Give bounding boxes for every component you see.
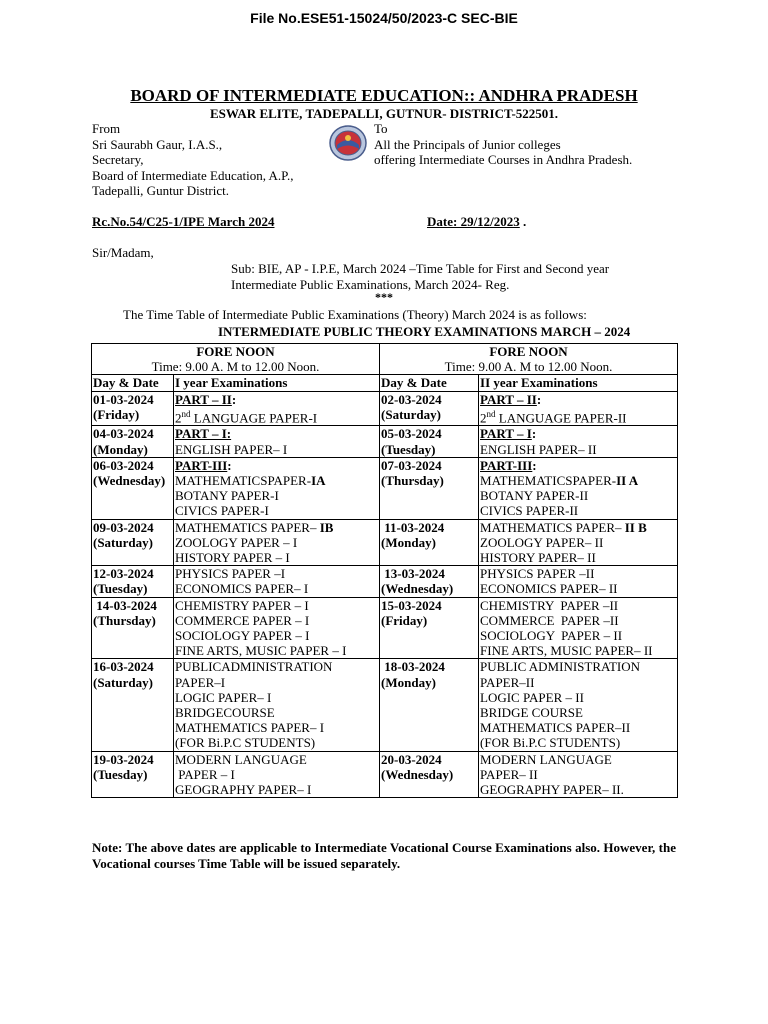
from-block bbox=[92, 121, 293, 199]
to-block bbox=[374, 121, 632, 168]
to-line: offering Intermediate Courses in Andhra Pradesh. bbox=[374, 152, 633, 167]
board-title: BOARD OF INTERMEDIATE EDUCATION:: ANDHRA PRADESH bbox=[130, 86, 638, 105]
board-address: ESWAR ELITE, TADEPALLI, GUTNUR- DISTRICT-522501. bbox=[209, 106, 559, 121]
exam-cell: MATHEMATICS PAPER– II B ZOOLOGY PAPER– II HISTORY PAPER– II bbox=[479, 519, 678, 566]
table-title: INTERMEDIATE PUBLIC THEORY EXAMINATIONS MARCH – 2024 bbox=[218, 324, 631, 339]
subject-line: Intermediate Public Examinations, March 2024- Reg. bbox=[231, 276, 510, 292]
session-label: FORE NOON bbox=[196, 344, 275, 359]
board-seal-logo bbox=[329, 125, 367, 161]
exam-cell: MODERN LANGUAGE PAPER – I GEOGRAPHY PAPER– I bbox=[174, 751, 380, 798]
date-cell: 13-03-2024 (Wednesday) bbox=[380, 566, 479, 597]
header-row bbox=[92, 375, 678, 391]
date-cell: 02-03-2024 (Saturday) bbox=[380, 391, 479, 426]
date-cell: 12-03-2024 (Tuesday) bbox=[92, 566, 174, 597]
intro-text: The Time Table of Intermediate Public Examinations (Theory) March 2024 is as follows: bbox=[123, 307, 587, 322]
to-label: To bbox=[374, 121, 388, 136]
to-line: All the Principals of Junior colleges bbox=[374, 136, 561, 152]
session-row bbox=[92, 344, 678, 375]
table-row bbox=[92, 519, 678, 566]
from-line: Tadepalli, Guntur District. bbox=[92, 183, 230, 198]
session-cell-second-year bbox=[380, 344, 678, 375]
separator: *** bbox=[375, 290, 393, 304]
from-label: From bbox=[92, 121, 121, 136]
subject-line: Sub: BIE, AP - I.P.E, March 2024 –Time Table for First and Second year bbox=[231, 261, 610, 276]
timetable bbox=[91, 343, 678, 798]
date-cell: 15-03-2024 (Friday) bbox=[380, 597, 479, 659]
session-label: FORE NOON bbox=[489, 344, 568, 359]
exam-cell: PUBLICADMINISTRATION PAPER–I LOGIC PAPER– I BRIDGECOURSE MATHEMATICS PAPER– I (FOR Bi.P.C STUDENTS) bbox=[174, 659, 380, 751]
exam-cell: CHEMISTRY PAPER –II COMMERCE PAPER –II SOCIOLOGY PAPER – II FINE ARTS, MUSIC PAPER– II bbox=[479, 597, 678, 659]
date-cell: 11-03-2024 (Monday) bbox=[380, 519, 479, 566]
col-header-second-year: II year Examinations bbox=[479, 375, 678, 391]
date-cell: 09-03-2024 (Saturday) bbox=[92, 519, 174, 566]
from-line: Board of Intermediate Education, A.P., bbox=[92, 167, 294, 183]
table-row bbox=[92, 391, 678, 426]
exam-cell: CHEMISTRY PAPER – I COMMERCE PAPER – I SOCIOLOGY PAPER – I FINE ARTS, MUSIC PAPER – I bbox=[174, 597, 380, 659]
date-cell: 18-03-2024 (Monday) bbox=[380, 659, 479, 751]
exam-cell: PART – II: 2nd LANGUAGE PAPER-II bbox=[479, 391, 678, 426]
exam-cell: PART – I: ENGLISH PAPER– I bbox=[174, 426, 380, 457]
date-cell: 01-03-2024 (Friday) bbox=[92, 391, 174, 426]
col-header-day-date: Day & Date bbox=[92, 375, 174, 391]
table-row bbox=[92, 457, 678, 519]
date-cell: 07-03-2024 (Thursday) bbox=[380, 457, 479, 519]
salutation: Sir/Madam, bbox=[92, 245, 154, 260]
col-header-first-year: I year Examinations bbox=[174, 375, 380, 391]
subject bbox=[231, 261, 609, 292]
table-row bbox=[92, 659, 678, 751]
exam-cell: PART-III: MATHEMATICSPAPER-II A BOTANY PAPER-II CIVICS PAPER-II bbox=[479, 457, 678, 519]
reference-number: Rc.No.54/C25-1/IPE March 2024 bbox=[92, 214, 275, 229]
date-cell: 14-03-2024 (Thursday) bbox=[92, 597, 174, 659]
exam-cell: PART – I: ENGLISH PAPER– II bbox=[479, 426, 678, 457]
date-cell: 16-03-2024 (Saturday) bbox=[92, 659, 174, 751]
table-row bbox=[92, 597, 678, 659]
exam-cell: PART-III: MATHEMATICSPAPER-IA BOTANY PAPER-I CIVICS PAPER-I bbox=[174, 457, 380, 519]
date-cell: 19-03-2024 (Tuesday) bbox=[92, 751, 174, 798]
file-number: File No.ESE51-15024/50/2023-C SEC-BIE bbox=[250, 10, 518, 26]
table-row bbox=[92, 566, 678, 597]
exam-cell: MATHEMATICS PAPER– IB ZOOLOGY PAPER – I HISTORY PAPER – I bbox=[174, 519, 380, 566]
col-header-day-date: Day & Date bbox=[380, 375, 479, 391]
table-row bbox=[92, 751, 678, 798]
exam-cell: PUBLIC ADMINISTRATION PAPER–II LOGIC PAPER – II BRIDGE COURSE MATHEMATICS PAPER–II (FOR Bi.P.C STUDENTS) bbox=[479, 659, 678, 751]
date-cell: 05-03-2024 (Tuesday) bbox=[380, 426, 479, 457]
exam-cell: PART – II: 2nd LANGUAGE PAPER-I bbox=[174, 391, 380, 426]
from-line: Sri Saurabh Gaur, I.A.S., bbox=[92, 136, 223, 152]
session-time: Time: 9.00 A. M to 12.00 Noon. bbox=[444, 359, 613, 375]
letter-date: Date: 29/12/2023 . bbox=[427, 214, 527, 229]
date-cell: 20-03-2024 (Wednesday) bbox=[380, 751, 479, 798]
session-time: Time: 9.00 A. M to 12.00 Noon. bbox=[151, 359, 320, 375]
date-cell: 06-03-2024 (Wednesday) bbox=[92, 457, 174, 519]
table-row bbox=[92, 426, 678, 457]
footnote: Note: The above dates are applicable to Intermediate Vocational Course Examinations also. However, the Vocational courses Time Table will be issued separately. bbox=[92, 840, 676, 871]
exam-cell: PHYSICS PAPER –I ECONOMICS PAPER– I bbox=[174, 566, 380, 597]
date-cell: 04-03-2024 (Monday) bbox=[92, 426, 174, 457]
exam-cell: PHYSICS PAPER –II ECONOMICS PAPER– II bbox=[479, 566, 678, 597]
exam-cell: MODERN LANGUAGE PAPER– II GEOGRAPHY PAPER– II. bbox=[479, 751, 678, 798]
from-line: Secretary, bbox=[92, 152, 144, 167]
session-cell-first-year bbox=[92, 344, 380, 375]
